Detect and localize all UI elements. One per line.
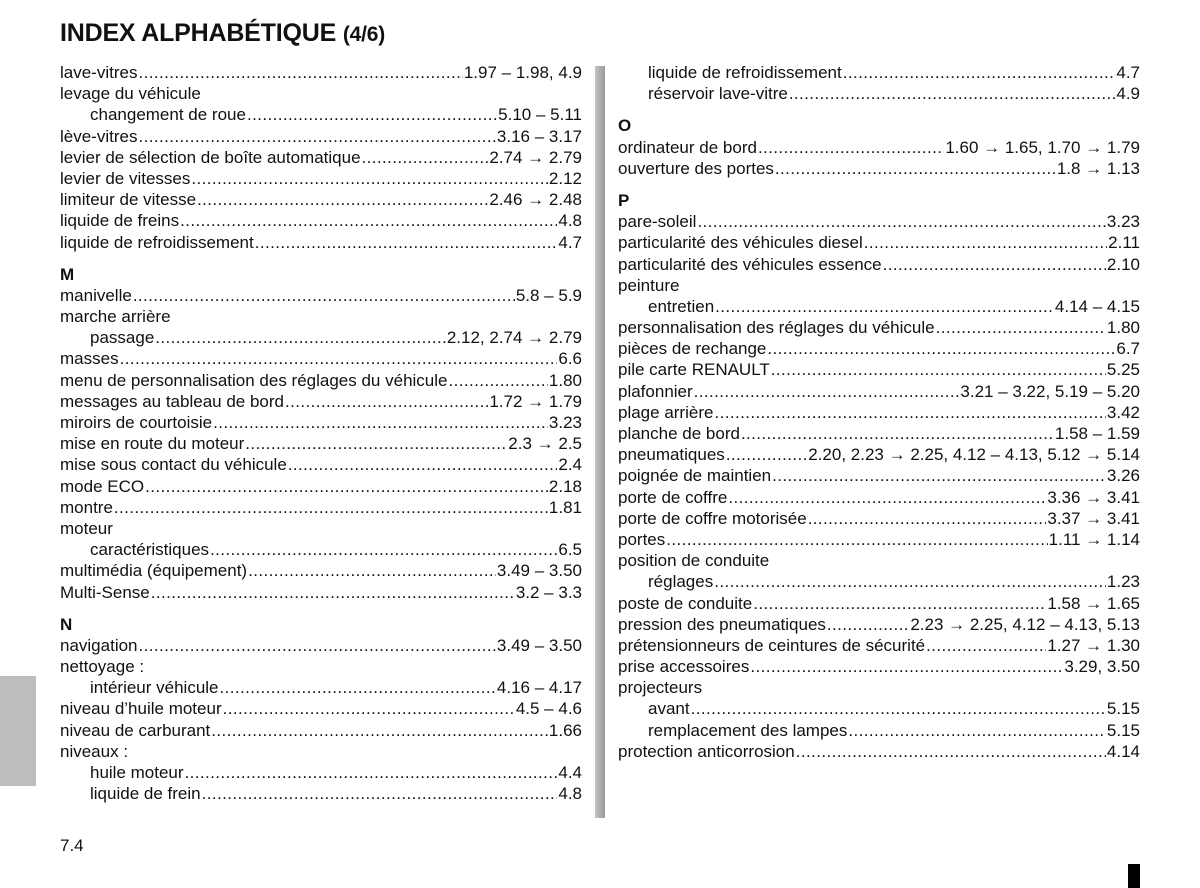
index-term: masses (60, 349, 119, 369)
index-entry (618, 593, 1140, 614)
dot-leader (247, 104, 497, 125)
index-section (60, 62, 582, 253)
page-reference: 1.58 → 1.65 (1047, 593, 1140, 613)
index-entry (60, 741, 582, 762)
dot-leader (843, 62, 1116, 83)
dot-leader (191, 168, 548, 189)
dot-leader (245, 433, 507, 454)
chapter-tab (0, 676, 36, 786)
section-letter: P (618, 190, 630, 210)
dot-leader (255, 232, 558, 253)
index-term: levage du véhicule (60, 84, 201, 104)
index-entry (60, 189, 582, 210)
index-term: peinture (618, 275, 680, 295)
page-reference: 4.8 (558, 784, 582, 804)
page-reference: 3.42 (1106, 402, 1140, 422)
dot-leader (138, 62, 462, 83)
index-term: pare-soleil (618, 212, 697, 232)
dot-leader (848, 720, 1106, 741)
index-term: levier de vitesses (60, 168, 191, 188)
page-reference: 2.46 → 2.48 (489, 190, 582, 210)
dot-leader (694, 381, 960, 402)
dot-leader (775, 158, 1056, 179)
dot-leader (697, 211, 1105, 232)
index-entry (60, 83, 582, 104)
index-term: pièces de rechange (618, 339, 767, 359)
index-entry (618, 677, 1140, 698)
index-term: entretien (648, 296, 715, 316)
dot-leader (185, 762, 558, 783)
index-term: mise en route du moteur (60, 434, 245, 454)
dot-leader (666, 529, 1047, 550)
dot-leader (448, 370, 547, 391)
page-reference: 2.10 (1106, 254, 1140, 274)
section-letter: M (60, 264, 75, 284)
index-entry (60, 210, 582, 231)
dot-leader (145, 476, 548, 497)
index-entry (618, 381, 1140, 402)
dot-leader (767, 338, 1115, 359)
page-reference: 2.23 → 2.25, 4.12 – 4.13, 5.13 (910, 614, 1140, 634)
index-term: liquide de refroidissement (648, 63, 842, 82)
page-reference: 2.18 (548, 476, 582, 496)
page-reference: 3.36 → 3.41 (1047, 487, 1140, 507)
index-entry (60, 168, 582, 189)
index-entry (60, 762, 582, 783)
index-entry (618, 720, 1140, 741)
index-entry (618, 158, 1140, 179)
section-letter: O (618, 116, 632, 136)
page-reference: 3.23 (548, 413, 582, 433)
index-entry (618, 465, 1140, 486)
page-title-part: (4/6) (342, 23, 385, 46)
dot-leader (691, 698, 1106, 719)
index-term: niveau d’huile moteur (60, 699, 222, 719)
page-reference: 1.60 → 1.65, 1.70 → 1.79 (945, 137, 1140, 157)
index-entry (618, 487, 1140, 508)
index-term: montre (60, 497, 113, 517)
index-term: porte de coffre motorisée (618, 508, 807, 528)
index-entry (618, 296, 1140, 317)
index-entry (618, 275, 1140, 296)
index-entry (60, 232, 582, 253)
index-term: levier de sélection de boîte automatique (60, 147, 361, 167)
index-entry (618, 254, 1140, 275)
index-entry (60, 62, 582, 83)
index-term: multimédia (équipement) (60, 561, 248, 581)
index-term: lève-vitres (60, 126, 138, 146)
index-entry (60, 454, 582, 475)
page-reference: 2.20, 2.23 → 2.25, 4.12 – 4.13, 5.12 → 5.14 (808, 445, 1140, 465)
index-term: manivelle (60, 285, 132, 305)
dot-leader (789, 83, 1116, 104)
index-entry (60, 327, 582, 348)
index-entry (618, 62, 1140, 83)
dot-leader (133, 285, 515, 306)
page-reference: 1.81 (548, 497, 582, 517)
index-entry (618, 698, 1140, 719)
page-reference: 3.2 – 3.3 (515, 582, 582, 602)
index-entry (60, 518, 582, 539)
page-reference: 1.72 → 1.79 (489, 391, 582, 411)
index-entry (618, 83, 1140, 104)
index-term: projecteurs (618, 678, 703, 698)
index-entry (60, 783, 582, 804)
index-term: niveau de carburant (60, 720, 211, 740)
index-term: poste de conduite (618, 593, 753, 613)
index-entry (618, 338, 1140, 359)
dot-leader (728, 487, 1046, 508)
index-entry (60, 635, 582, 656)
index-entry (60, 677, 582, 698)
dot-leader (772, 465, 1106, 486)
dot-leader (714, 571, 1106, 592)
page-reference: 4.14 (1106, 741, 1140, 761)
index-term: plage arrière (618, 402, 714, 422)
index-entry (618, 508, 1140, 529)
index-term: liquide de freins (60, 211, 180, 231)
dot-leader (138, 126, 495, 147)
index-term: particularité des véhicules essence (618, 254, 882, 274)
index-entry (618, 317, 1140, 338)
index-term: pile carte RENAULT (618, 360, 770, 380)
page-reference: 4.4 (558, 763, 582, 783)
dot-leader (796, 741, 1106, 762)
index-entry (60, 412, 582, 433)
dot-leader (936, 317, 1106, 338)
page-reference: 5.15 (1106, 699, 1140, 719)
index-term: mode ECO (60, 476, 145, 496)
index-entry (618, 614, 1140, 635)
page-reference: 1.8 → 1.13 (1056, 158, 1140, 178)
index-term: niveaux : (60, 741, 129, 761)
dot-leader (362, 147, 489, 168)
index-section (618, 115, 1140, 179)
index-entry (60, 348, 582, 369)
dot-leader (210, 539, 557, 560)
column-divider (595, 66, 605, 818)
page-reference: 5.25 (1106, 360, 1140, 380)
index-term: prise accessoires (618, 657, 750, 677)
index-term: passage (90, 328, 155, 348)
index-term: remplacement des lampes (648, 720, 848, 740)
page-reference: 3.23 (1106, 212, 1140, 232)
page-reference: 1.80 (548, 370, 582, 390)
index-entry (60, 147, 582, 168)
page-reference: 3.29, 3.50 (1064, 657, 1140, 677)
index-term: messages au tableau de bord (60, 391, 284, 411)
dot-leader (213, 412, 548, 433)
page-reference: 4.16 – 4.17 (496, 678, 582, 698)
page-reference: 3.49 – 3.50 (496, 635, 582, 655)
index-term: avant (648, 699, 690, 719)
index-term: protection anticorrosion (618, 741, 795, 761)
dot-leader (741, 423, 1054, 444)
dot-leader (139, 635, 496, 656)
dot-leader (288, 454, 558, 475)
index-term: huile moteur (90, 763, 184, 783)
index-term: caractéristiques (90, 540, 210, 560)
page-reference: 1.23 (1106, 572, 1140, 592)
page-reference: 2.11 (1108, 233, 1140, 253)
page-reference: 2.12 (548, 168, 582, 188)
corner-marker (1128, 864, 1140, 888)
index-term: mise sous contact du véhicule (60, 455, 287, 475)
dot-leader (151, 582, 515, 603)
page-reference: 4.7 (558, 232, 582, 252)
dot-leader (180, 210, 557, 231)
page-reference: 2.74 → 2.79 (489, 147, 582, 167)
index-entry (618, 402, 1140, 423)
index-term: changement de roue (90, 105, 246, 125)
index-entry (618, 359, 1140, 380)
index-entry (618, 656, 1140, 677)
dot-leader (211, 720, 548, 741)
page-reference: 1.27 → 1.30 (1047, 635, 1140, 655)
dot-leader (808, 508, 1047, 529)
index-term: pression des pneumatiques (618, 614, 826, 634)
index-section (60, 614, 582, 805)
index-entry (60, 656, 582, 677)
page-reference: 5.10 – 5.11 (498, 105, 582, 125)
page-reference: 1.97 – 1.98, 4.9 (463, 63, 582, 82)
page-reference: 1.66 (548, 720, 582, 740)
dot-leader (715, 296, 1054, 317)
page-reference: 3.49 – 3.50 (496, 561, 582, 581)
page-reference: 3.26 (1106, 466, 1140, 486)
page-reference: 5.8 – 5.9 (515, 285, 582, 305)
page-title-text: INDEX ALPHABÉTIQUE (60, 19, 337, 47)
index-entry (60, 370, 582, 391)
dot-leader (285, 391, 488, 412)
index-entry (618, 423, 1140, 444)
dot-leader (120, 348, 558, 369)
index-term: prétensionneurs de ceintures de sécurité (618, 635, 926, 655)
index-entry (618, 635, 1140, 656)
index-entry (60, 285, 582, 306)
index-entry (60, 476, 582, 497)
index-term: ordinateur de bord (618, 137, 757, 157)
index-entry (60, 720, 582, 741)
index-entry (60, 539, 582, 560)
section-letter: N (60, 614, 73, 634)
index-section (618, 190, 1140, 762)
index-term: moteur (60, 518, 113, 538)
dot-leader (202, 783, 558, 804)
index-entry (618, 444, 1140, 465)
index-term: personnalisation des réglages du véhicule (618, 318, 935, 338)
page-reference: 6.5 (558, 540, 582, 560)
index-term: réservoir lave-vitre (648, 84, 788, 104)
dot-leader (714, 402, 1105, 423)
dot-leader (926, 635, 1046, 656)
page-reference: 6.7 (1116, 339, 1140, 359)
dot-leader (220, 677, 496, 698)
dot-leader (155, 327, 446, 348)
index-term: plafonnier (618, 381, 693, 401)
page-reference: 2.12, 2.74 → 2.79 (446, 328, 582, 348)
index-term: réglages (648, 572, 714, 592)
dot-leader (114, 497, 548, 518)
index-term: planche de bord (618, 424, 740, 444)
page-reference: 1.11 → 1.14 (1048, 529, 1140, 549)
page-title (60, 19, 385, 48)
dot-leader (827, 614, 909, 635)
index-term: pneumatiques (618, 445, 725, 465)
index-entry (618, 211, 1140, 232)
index-entry (618, 232, 1140, 253)
index-section (618, 62, 1140, 104)
page-reference: 2.3 → 2.5 (508, 434, 582, 454)
index-entry (60, 433, 582, 454)
index-entry (618, 529, 1140, 550)
index-entry (60, 582, 582, 603)
index-entry (60, 104, 582, 125)
dot-leader (726, 444, 807, 465)
index-entry (618, 571, 1140, 592)
index-term: position de conduite (618, 551, 770, 571)
page-reference: 4.14 – 4.15 (1054, 296, 1140, 316)
index-term: miroirs de courtoisie (60, 413, 213, 433)
index-column-right (618, 62, 1140, 762)
page-reference: 1.58 – 1.59 (1054, 424, 1140, 444)
index-term: portes (618, 529, 666, 549)
page-reference: 5.15 (1106, 720, 1140, 740)
index-term: lave-vitres (60, 63, 138, 82)
page-reference: 4.8 (558, 211, 582, 231)
index-term: nettoyage : (60, 657, 145, 677)
dot-leader (750, 656, 1063, 677)
index-column-left (60, 62, 582, 804)
page-reference: 6.6 (558, 349, 582, 369)
index-term: liquide de refroidissement (60, 232, 254, 252)
index-entry (60, 391, 582, 412)
index-entry (60, 126, 582, 147)
index-term: menu de personnalisation des réglages du véhicule (60, 370, 448, 390)
dot-leader (197, 189, 488, 210)
page-reference: 4.7 (1116, 63, 1140, 82)
index-entry (618, 550, 1140, 571)
index-term: marche arrière (60, 307, 171, 327)
page-reference: 3.37 → 3.41 (1047, 508, 1140, 528)
page-number: 7.4 (60, 836, 84, 855)
page-reference: 4.9 (1116, 84, 1140, 104)
page-reference: 1.80 (1106, 318, 1140, 338)
index-entry (618, 137, 1140, 158)
index-term: intérieur véhicule (90, 678, 219, 698)
index-term: ouverture des portes (618, 158, 774, 178)
index-term: porte de coffre (618, 487, 728, 507)
page-reference: 3.21 – 3.22, 5.19 – 5.20 (960, 381, 1140, 401)
index-entry (60, 306, 582, 327)
index-term: particularité des véhicules diesel (618, 233, 863, 253)
dot-leader (223, 698, 515, 719)
index-term: poignée de maintien (618, 466, 772, 486)
index-entry (618, 741, 1140, 762)
dot-leader (864, 232, 1107, 253)
dot-leader (883, 254, 1106, 275)
index-term: limiteur de vitesse (60, 190, 197, 210)
page-reference: 4.5 – 4.6 (515, 699, 582, 719)
index-term: Multi-Sense (60, 582, 150, 602)
index-section (60, 264, 582, 603)
page-reference: 3.16 – 3.17 (496, 126, 582, 146)
page-reference: 2.4 (558, 455, 582, 475)
dot-leader (771, 359, 1106, 380)
index-term: liquide de frein (90, 784, 201, 804)
index-term: navigation (60, 635, 138, 655)
dot-leader (758, 137, 944, 158)
index-entry (60, 497, 582, 518)
dot-leader (753, 593, 1046, 614)
dot-leader (248, 560, 496, 581)
index-entry (60, 560, 582, 581)
index-entry (60, 698, 582, 719)
